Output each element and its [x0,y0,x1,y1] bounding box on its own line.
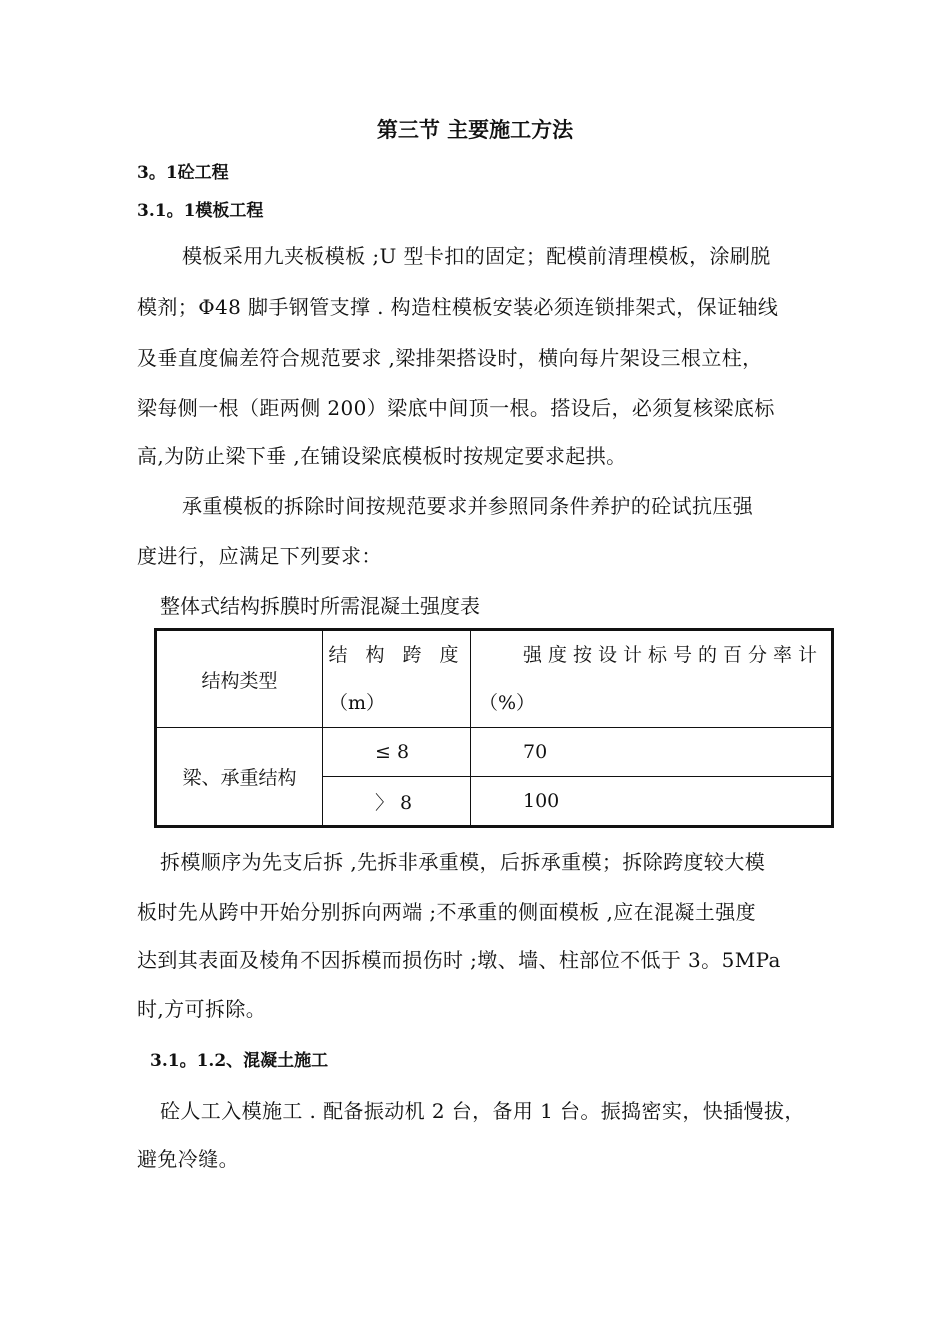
header-structure-type-label: 结构类型 [201,669,278,692]
header-span-label: 结 构 跨 度 [328,644,465,666]
subsection-heading-3-1-1: 3.1。1模板工程 [137,201,264,221]
table-row [156,728,833,777]
header-structure-type [156,630,323,728]
table-caption: 整体式结构拆膜时所需混凝土强度表 [160,594,480,618]
text-line: 模剂；Φ48 脚手钢管支撑 . 构造柱模板安装必须连锁排架式，保证轴线 [137,295,779,319]
strength-cell: 100 [471,777,833,827]
strength-table [154,628,834,828]
header-span [323,630,471,728]
text-line: 及垂直度偏差符合规范要求 ,梁排架搭设时，横向每片架设三根立柱， [137,346,763,370]
text-line: 拆模顺序为先支后拆 ,先拆非承重模，后拆承重模；拆除跨度较大模 [160,850,766,874]
text-line: 承重模板的拆除时间按规范要求并参照同条件养护的砼试抗压强 [182,494,754,518]
page-title: 第三节 主要施工方法 [376,117,574,142]
text-line: 高,为防止梁下垂 ,在铺设梁底模板时按规定要求起拱。 [137,444,627,468]
header-span-unit: （m） [329,692,386,714]
text-line: 度进行，应满足下列要求： [137,544,382,568]
header-strength [471,630,833,728]
text-line: 时,方可拆除。 [137,997,267,1021]
text-line: 板时先从跨中开始分别拆向两端 ;不承重的侧面模板 ,应在混凝土强度 [137,900,757,924]
section-heading-3-1: 3。1砼工程 [137,163,229,183]
text-line: 模板采用九夹板模板 ;U 型卡扣的固定；配模前清理模板，涂刷脱 [182,244,771,268]
text-line: 砼人工入模施工 . 配备振动机 2 台，备用 1 台。振捣密实，快插慢拔， [160,1099,805,1123]
table-header-row [156,630,833,728]
group-label: 梁、承重结构 [182,767,297,789]
strength-cell: 70 [471,728,833,777]
header-strength-unit: （%） [479,692,536,714]
group-label-cell [156,728,323,827]
text-line: 避免冷缝。 [137,1147,239,1171]
text-line: 梁每侧一根（距两侧 200）梁底中间顶一根。搭设后，必须复核梁底标 [137,396,775,420]
header-strength-label: 强度按设计标号的百分率计 [523,644,824,666]
span-cell: 〉 8 [323,777,471,827]
span-cell: ≤ 8 [323,728,471,777]
subsection-heading-3-1-1-2: 3.1。1.2、混凝土施工 [150,1051,329,1071]
text-line: 达到其表面及棱角不因拆模而损伤时 ;墩、墙、柱部位不低于 3。5MPa [137,948,781,972]
